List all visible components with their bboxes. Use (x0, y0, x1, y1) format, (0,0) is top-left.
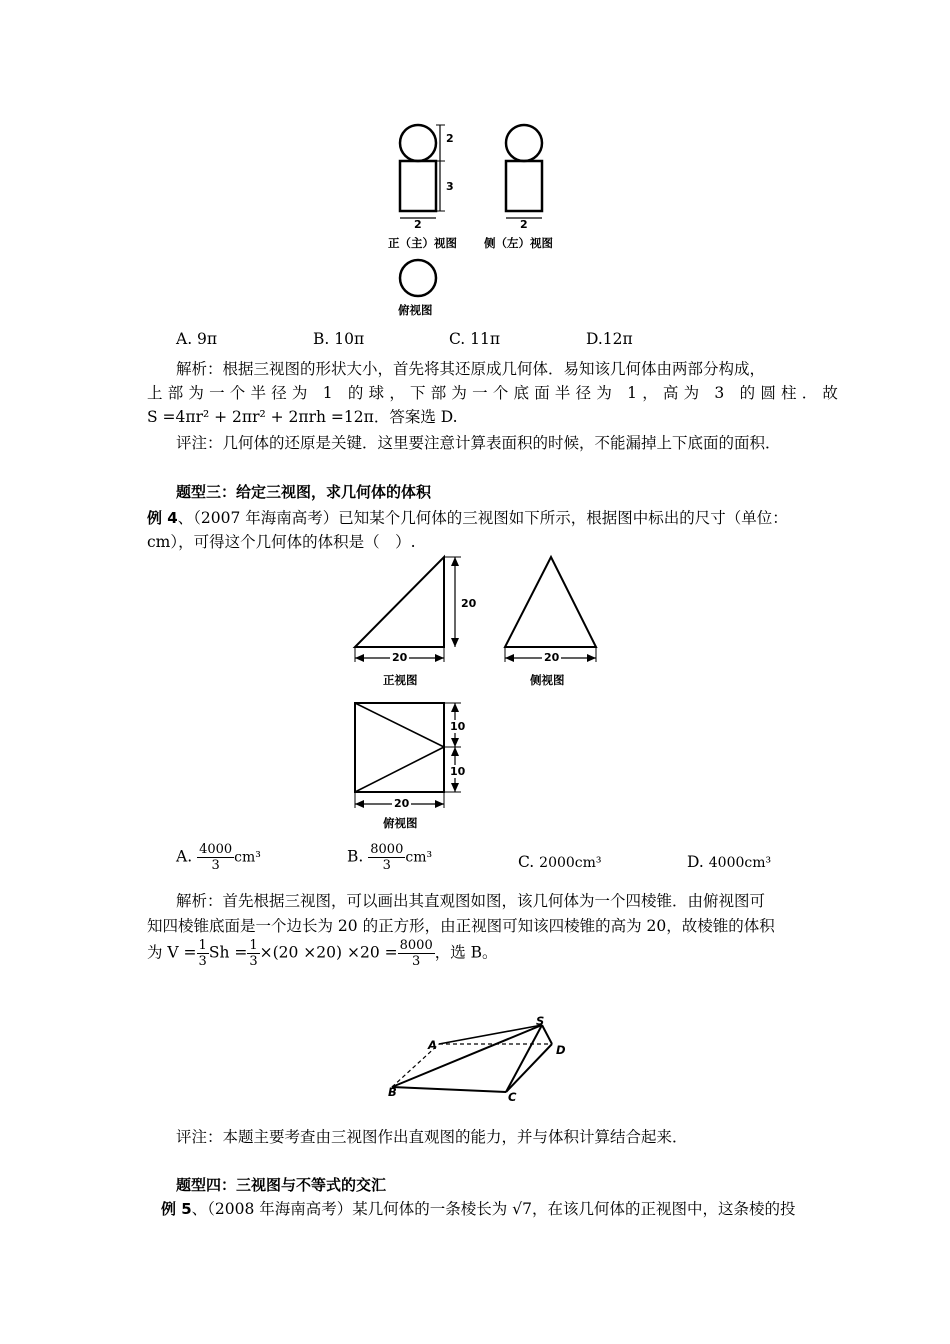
fig3-label-S: S (536, 1014, 545, 1028)
q3-analysis-line-3: S =4πr² + 2πr² + 2πrh =12π．答案选 D. (147, 408, 458, 426)
q3-analysis-line-2: 上部为一个半径为 1 的球，下部为一个底面半径为 1，高为 3 的圆柱．故 (147, 384, 844, 402)
q4-formula-tail: ，选 B。 (434, 943, 498, 962)
q4-option-d-value: 4000cm³ (708, 855, 772, 871)
q4-option-b-fraction (368, 842, 405, 873)
figure-2-three-views (345, 550, 605, 835)
fig1-dim-mid: 3 (446, 180, 454, 193)
fig3-label-B: B (388, 1085, 397, 1099)
figure-3-pyramid (380, 1010, 580, 1120)
fig2-dim-side-w: 20 (544, 651, 560, 664)
q4-f2-num: 1 (249, 938, 258, 953)
q4-option-d (687, 853, 771, 871)
fig2-dim-top-h1: 10 (450, 720, 466, 733)
q3-option-c: C. 11π (449, 330, 501, 348)
q3-option-d: D.12π (586, 330, 633, 348)
q4-option-b (347, 842, 432, 873)
fig3-label-D: D (556, 1043, 566, 1057)
q4-formula-mid-2: ×(20 ×20) ×20 = (259, 943, 398, 962)
fig2-dim-top-h2: 10 (450, 765, 466, 778)
q4-b-unit: cm³ (405, 849, 433, 866)
q4-a-unit: cm³ (234, 849, 261, 866)
q4-analysis-line-2: 知四棱锥底面是一个边长为 20 的正方形，由正视图可知该四棱锥的高为 20，故棱锥的体积 (147, 917, 775, 935)
q4-f1-den: 3 (198, 954, 207, 969)
fig2-dim-front-w: 20 (392, 651, 408, 664)
q4-comment: 评注：本题主要考查由三视图作出直观图的能力，并与体积计算结合起来． (176, 1128, 688, 1146)
fig2-side-label: 侧视图 (530, 673, 565, 687)
section-4-heading: 题型四：三视图与不等式的交汇 (176, 1176, 387, 1194)
example-4-line-2: cm），可得这个几何体的体积是（ ）. (147, 533, 416, 551)
q4-formula-frac-3 (398, 938, 435, 969)
fig1-dim-top: 2 (446, 132, 454, 145)
q4-option-d-label: D. (687, 853, 704, 871)
q4-formula-frac-1 (197, 938, 209, 969)
q4-a-numerator: 4000 (199, 842, 233, 857)
q3-option-b: B. 10π (313, 330, 365, 348)
example-5-label: 例 5 (161, 1200, 192, 1218)
fig1-side-label: 侧（左）视图 (484, 236, 553, 250)
q3-comment: 评注：几何体的还原是关键．这里要注意计算表面积的时候，不能漏掉上下底面的面积． (176, 434, 781, 452)
q3-analysis-line-1: 解析：根据三视图的形状大小，首先将其还原成几何体．易知该几何体由两部分构成， (176, 360, 766, 378)
q3-option-a: A. 9π (176, 330, 218, 348)
q4-b-denominator: 3 (382, 858, 391, 873)
q4-option-c-value: 2000cm³ (539, 855, 602, 871)
q4-analysis-line-1: 解析：首先根据三视图，可以画出其直观图如图，该几何体为一个四棱锥．由俯视图可 (176, 892, 766, 910)
example-4-text: 、（2007 年海南高考）已知某个几何体的三视图如下所示，根据图中标出的尺寸（单位： (177, 509, 788, 527)
example-5-text: 、（2008 年海南高考）某几何体的一条棱长为 √7，在该几何体的正视图中，这条棱的投 (191, 1200, 796, 1218)
fig2-top-label: 俯视图 (383, 816, 418, 830)
example-4-label: 例 4 (147, 509, 178, 527)
q4-formula-pre: 为 V = (147, 943, 197, 962)
q4-f1-num: 1 (198, 938, 207, 953)
example-4-line-1 (147, 506, 788, 528)
fig1-dim-side-w: 2 (520, 218, 528, 231)
q4-option-a-label: A. (176, 847, 193, 866)
fig3-label-A: A (428, 1038, 437, 1052)
fig2-dim-top-w: 20 (394, 797, 410, 810)
q4-option-b-label: B. (347, 847, 364, 866)
fig2-dim-front-h: 20 (461, 597, 477, 610)
q4-a-denominator: 3 (211, 858, 220, 873)
q4-b-numerator: 8000 (370, 842, 404, 857)
section-3-heading: 题型三：给定三视图，求几何体的体积 (176, 483, 432, 501)
q4-f2-den: 3 (249, 954, 258, 969)
fig2-front-label: 正视图 (383, 673, 418, 687)
q4-option-c (518, 853, 602, 871)
example-5-line-1 (161, 1197, 795, 1219)
q4-option-a (176, 842, 261, 873)
q4-f3-num: 8000 (399, 938, 433, 953)
q4-f3-den: 3 (412, 954, 421, 969)
q4-formula-frac-2 (247, 938, 259, 969)
q4-formula-mid-1: Sh = (208, 943, 248, 962)
fig1-dim-front-w: 2 (414, 218, 422, 231)
q4-option-c-label: C. (518, 853, 535, 871)
fig1-front-label: 正（主）视图 (388, 236, 457, 250)
q4-option-a-fraction (197, 842, 234, 873)
fig3-label-C: C (508, 1090, 517, 1104)
q4-analysis-line-3 (147, 938, 498, 969)
fig1-top-label: 俯视图 (398, 303, 433, 317)
